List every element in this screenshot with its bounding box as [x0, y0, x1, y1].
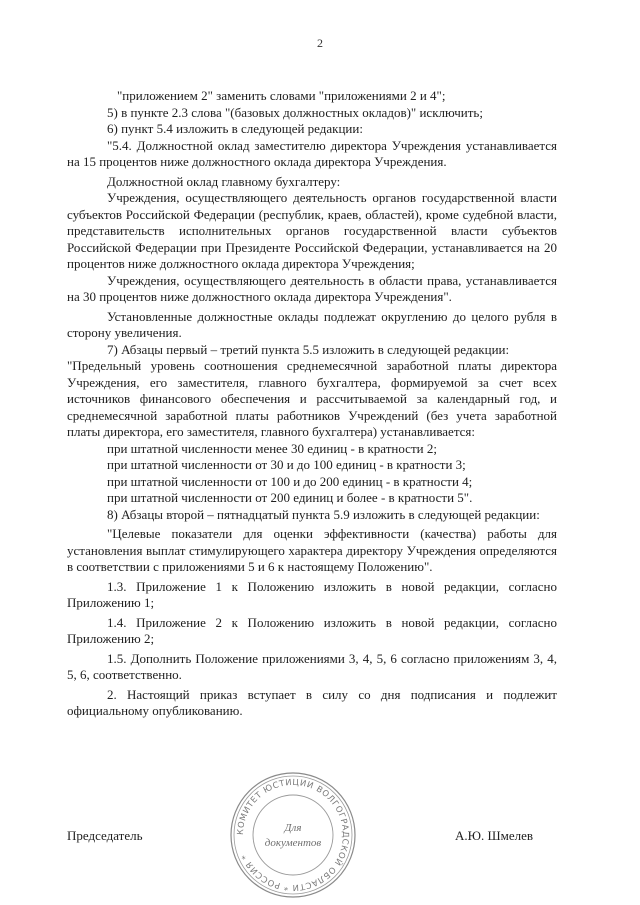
signatory-title: Председатель [67, 828, 143, 843]
paragraph: 7) Абзацы первый – третий пункта 5.5 изложить в следующей редакции: [107, 341, 510, 357]
list-item: при штатной численности от 30 и до 100 единиц - в кратности 3; [107, 457, 466, 472]
paragraph: "5.4. Должностной оклад заместителю директора Учреждения устанавливается на 15 процентов ниже должностного оклада директора Учреждения. [67, 137, 557, 169]
paragraph: "Предельный уровень соотношения среднемесячной заработной платы директора Учреждения, его заместителя, главного бухгалтера, формируемой за счет всех источников финансового обеспечения и рассчитываемой за календарный год, и среднемесячной заработной платы работников Учреждений (без учета заработной платы директора, его заместителя, главного бухгалтера) устанавливается: [67, 358, 557, 439]
paragraph: Должностной оклад главному бухгалтеру: [107, 173, 341, 189]
paragraph: Установленные должностные оклады подлежат округлению до целого рубля в сторону увеличения. [67, 308, 557, 340]
document-body [67, 88, 557, 720]
paragraph: "Целевые показатели для оценки эффективности (качества) работы для установления выплат стимулирующего характера директору Учреждения определяются в соответствии с приложениями 5 и 6 к настоящему Положению". [67, 526, 557, 574]
seal-stamp-icon [228, 770, 358, 900]
list-item: при штатной численности от 200 единиц и более - в кратности 5". [107, 490, 473, 505]
paragraph: 1.4. Приложение 2 к Положению изложить в новой редакции, согласно Приложению 2; [67, 614, 557, 646]
seal-center-line2: документов [264, 837, 322, 849]
seal-center-line1: Для [284, 822, 302, 834]
list-item: при штатной численности от 100 и до 200 единиц - в кратности 4; [107, 473, 473, 489]
paragraph: Учреждения, осуществляющего деятельность органов государственной власти субъектов Российской Федерации (республик, краев, областей), кроме судебной власти, представительств исполнительных органов государственной власти субъектов Российской Федерации при Президенте Российской Федерации, устанавливается на 20 процентов ниже должностного оклада директора Учреждения; [67, 190, 557, 271]
paragraph: 1.5. Дополнить Положение приложениями 3, 4, 5, 6 согласно приложениям 3, 4, 5, 6, соответственно. [67, 650, 557, 682]
paragraph: 6) пункт 5.4 изложить в следующей редакции: [107, 121, 363, 136]
page-number: 2 [317, 36, 323, 50]
paragraph: "приложением 2" заменить словами "приложениями 2 и 4"; [117, 88, 446, 103]
paragraph: 1.3. Приложение 1 к Положению изложить в новой редакции, согласно Приложению 1; [67, 578, 557, 610]
paragraph: Учреждения, осуществляющего деятельность в области права, устанавливается на 30 процентов ниже должностного оклада директора Учреждения". [67, 272, 557, 304]
paragraph: 5) в пункте 2.3 слова "(базовых должностных окладов)" исключить; [107, 104, 483, 120]
svg-text:КОМИТЕТ ЮСТИЦИИ ВОЛГОГРАДСКОЙ [235, 777, 351, 893]
signatory-name: А.Ю. Шмелев [455, 828, 534, 843]
paragraph: 2. Настоящий приказ вступает в силу со дня подписания и подлежит официальному опубликованию. [67, 686, 557, 718]
official-seal [228, 770, 358, 900]
paragraph: 8) Абзацы второй – пятнадцатый пункта 5.9 изложить в следующей редакции: [107, 506, 540, 522]
seal-outer-text: КОМИТЕТ ЮСТИЦИИ ВОЛГОГРАДСКОЙ ОБЛАСТИ * РОССИЯ * [234, 776, 352, 894]
list-item: при штатной численности менее 30 единиц - в кратности 2; [107, 440, 437, 456]
